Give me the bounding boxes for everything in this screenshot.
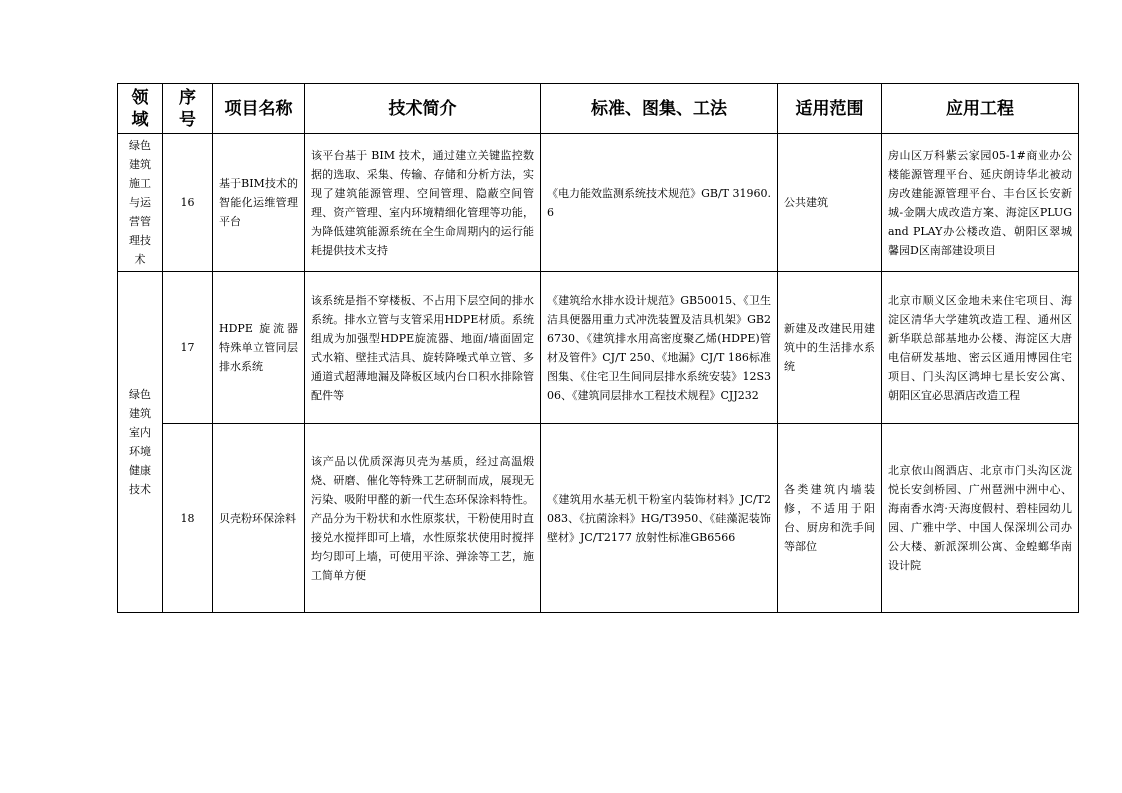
header-scope: 适用范围 bbox=[778, 84, 882, 134]
scope-cell: 公共建筑 bbox=[778, 134, 882, 272]
name-cell: 贝壳粉环保涂料 bbox=[213, 424, 305, 613]
domain-cell: 绿色建筑施工与运营管理技术 bbox=[118, 134, 163, 272]
table-row bbox=[118, 134, 1079, 272]
header-standards: 标准、图集、工法 bbox=[541, 84, 778, 134]
header-intro: 技术简介 bbox=[305, 84, 541, 134]
standards-cell: 《电力能效监测系统技术规范》GB/T 31960.6 bbox=[541, 134, 778, 272]
header-projects: 应用工程 bbox=[882, 84, 1079, 134]
table-header-row bbox=[118, 84, 1079, 134]
projects-cell: 北京市顺义区金地未来住宅项目、海淀区清华大学建筑改造工程、通州区新华联总部基地办公楼、海淀区大唐电信研发基地、密云区通用博园住宅项目、门头沟区鸿坤七星长安公寓、朝阳区宜必思酒店改造工程 bbox=[882, 272, 1079, 424]
scope-cell: 各类建筑内墙装修，不适用于阳台、厨房和洗手间等部位 bbox=[778, 424, 882, 613]
standards-cell: 《建筑给水排水设计规范》GB50015、《卫生洁具便器用重力式冲洗装置及洁具机架》GB26730、《建筑排水用高密度聚乙烯(HDPE)管材及管件》CJ/T 250、《地漏》CJ/T 186标准图集、《住宅卫生间同层排水系统安装》12S306、《建筑同层排水工程技术规程》CJJ232 bbox=[541, 272, 778, 424]
table-row bbox=[118, 272, 1079, 424]
name-cell: HDPE 旋流器特殊单立管同层排水系统 bbox=[213, 272, 305, 424]
projects-cell: 房山区万科紫云家园05-1#商业办公楼能源管理平台、延庆朗诗华北被动房改建能源管理平台、丰台区长安新城-金隅大成改造方案、海淀区PLUG and PLAY办公楼改造、朝阳区翠城馨园D区南部建设项目 bbox=[882, 134, 1079, 272]
domain-cell: 绿色建筑室内环境健康技术 bbox=[118, 272, 163, 613]
scope-cell: 新建及改建民用建筑中的生活排水系统 bbox=[778, 272, 882, 424]
intro-cell: 该系统是指不穿楼板、不占用下层空间的排水系统。排水立管与支管采用HDPE材质。系统组成为加强型HDPE旋流器、地面/墙面固定式水箱、壁挂式洁具、旋转降噪式单立管、多通道式超薄地漏及降板区域内台口积水排除管配件等 bbox=[305, 272, 541, 424]
seq-cell: 18 bbox=[163, 424, 213, 613]
header-domain: 领域 bbox=[118, 84, 163, 134]
intro-cell: 该产品以优质深海贝壳为基质，经过高温煅烧、研磨、催化等特殊工艺研制而成，展现无污染、吸附甲醛的新一代生态环保涂料特性。产品分为干粉状和水性原浆状，干粉使用时直接兑水搅拌即可上墙，水性原浆状使用时搅拌均匀即可上墙，可使用平涂、弹涂等工艺，施工简单方便 bbox=[305, 424, 541, 613]
table-row bbox=[118, 424, 1079, 613]
header-seq: 序号 bbox=[163, 84, 213, 134]
intro-cell: 该平台基于 BIM 技术，通过建立关键监控数据的选取、采集、传输、存储和分析方法，实现了建筑能源管理、空间管理、隐蔽空间管理、资产管理、室内环境精细化管理等功能，为降低建筑能源系统在全生命周期内的运行能耗提供技术支持 bbox=[305, 134, 541, 272]
seq-cell: 17 bbox=[163, 272, 213, 424]
seq-cell: 16 bbox=[163, 134, 213, 272]
technology-catalog-table bbox=[117, 83, 1079, 613]
projects-cell: 北京依山阁酒店、北京市门头沟区泷悦长安剑桥园、广州琶洲中洲中心、海南香水湾·天海度假村、碧桂园幼儿园、广雅中学、中国人保深圳公司办公大楼、新派深圳公寓、金蝗螂华南设计院 bbox=[882, 424, 1079, 613]
standards-cell: 《建筑用水基无机干粉室内装饰材料》JC/T2083、《抗菌涂料》HG/T3950、《硅藻泥装饰壁材》JC/T2177 放射性标准GB6566 bbox=[541, 424, 778, 613]
name-cell: 基于BIM技术的智能化运维管理平台 bbox=[213, 134, 305, 272]
header-name: 项目名称 bbox=[213, 84, 305, 134]
